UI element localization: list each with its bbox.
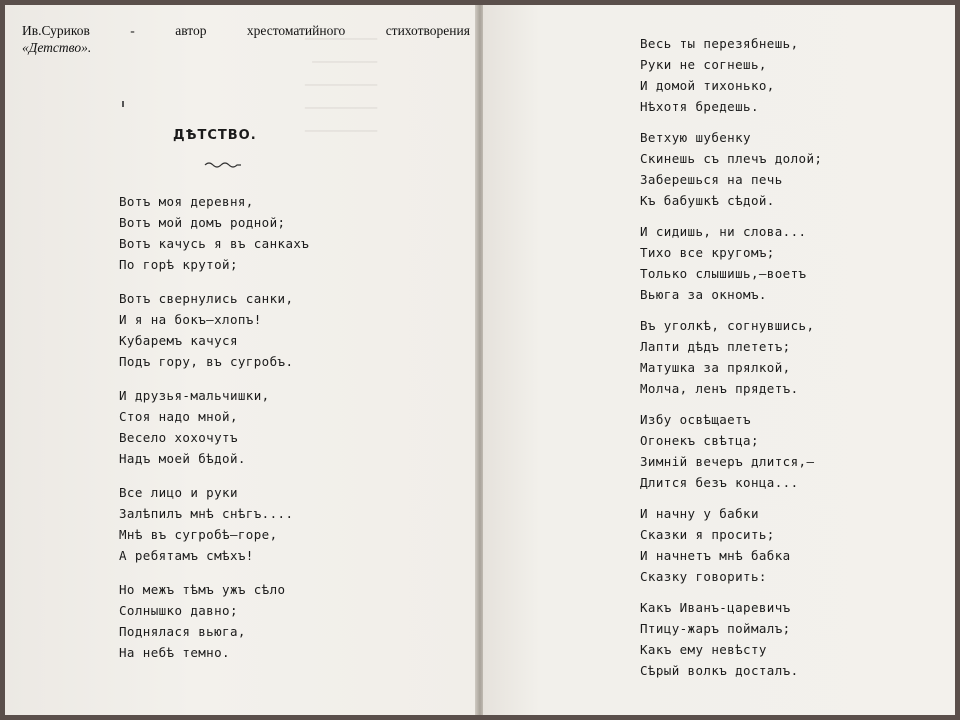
poem-stanza [119, 288, 309, 372]
poem-stanza [640, 503, 822, 587]
poem-stanza [119, 579, 309, 663]
poem-line: Лапти дѣдъ плететъ; [640, 339, 791, 354]
ink-speck [122, 101, 124, 107]
poem-line: Къ бабушкѣ сѣдой. [640, 193, 775, 208]
poem-line: Весело хохочутъ [119, 430, 238, 445]
poem-line: Надъ моей бѣдой. [119, 451, 246, 466]
poem-line: Какъ ему невѣсту [640, 642, 767, 657]
caption-word: - [130, 23, 135, 38]
left-page [5, 5, 477, 715]
poem-line: Какъ Иванъ-царевичъ [640, 600, 791, 615]
poem-line: Избу освѣщаетъ [640, 412, 751, 427]
poem-line: Сѣрый волкъ досталъ. [640, 663, 799, 678]
poem-line: И начнетъ мнѣ бабка [640, 548, 791, 563]
poem-line: Залѣпилъ мнѣ снѣгъ.... [119, 506, 294, 521]
poem-line: Зимній вечеръ длится,— [640, 454, 815, 469]
poem-line: Вьюга за окномъ. [640, 287, 767, 302]
poem-stanza [640, 221, 822, 305]
poem-line: Вотъ мой домъ родной; [119, 215, 286, 230]
poem-line: И сидишь, ни слова... [640, 224, 807, 239]
poem-line: А ребятамъ смѣхъ! [119, 548, 254, 563]
poem-line: Руки не согнешь, [640, 57, 767, 72]
caption-word: хрестоматийного [246, 23, 346, 38]
poem-line: Скинешь съ плечъ долой; [640, 151, 823, 166]
poem-line: Заберешься на печь [640, 172, 783, 187]
slide-caption [22, 22, 470, 56]
caption-line-1 [22, 22, 470, 39]
poem-line: Нѣхотя бредешь. [640, 99, 759, 114]
poem-line: И начну у бабки [640, 506, 759, 521]
poem-right-column [640, 33, 822, 681]
poem-line: Поднялася вьюга, [119, 624, 246, 639]
poem-line: И друзья-мальчишки, [119, 388, 270, 403]
poem-stanza [119, 191, 309, 275]
poem-line: Вотъ свернулись санки, [119, 291, 294, 306]
poem-left-column [119, 191, 309, 663]
caption-word: автор [175, 23, 207, 38]
poem-line: Кубаремъ качуся [119, 333, 238, 348]
poem-line: Сказку говорить: [640, 569, 767, 584]
poem-stanza [640, 315, 822, 399]
poem-line: Стоя надо мной, [119, 409, 238, 424]
poem-line: Весь ты перезябнешь, [640, 36, 799, 51]
poem-line: Молча, ленъ прядетъ. [640, 381, 799, 396]
poem-line: Сказки я просить; [640, 527, 775, 542]
poem-line: Ветхую шубенку [640, 130, 751, 145]
poem-stanza [640, 33, 822, 117]
poem-line: Вотъ моя деревня, [119, 194, 254, 209]
poem-line: Все лицо и руки [119, 485, 238, 500]
poem-line: И я на бокъ—хлопъ! [119, 312, 262, 327]
poem-line: Огонекъ свѣтца; [640, 433, 759, 448]
poem-line: Матушка за прялкой, [640, 360, 791, 375]
poem-line: Вотъ качусь я въ санкахъ [119, 236, 310, 251]
ornament-divider [203, 159, 243, 169]
poem-line: Мнѣ въ сугробѣ—горе, [119, 527, 278, 542]
poem-line: Длится безъ конца... [640, 475, 799, 490]
poem-line: Въ уголкѣ, согнувшись, [640, 318, 815, 333]
poem-line: Солнышко давно; [119, 603, 238, 618]
poem-stanza [640, 127, 822, 211]
poem-title: ДѢТСТВО. [173, 128, 257, 143]
caption-word: Ив.Суриков [22, 23, 90, 38]
book-spread [5, 5, 955, 715]
poem-line: Только слышишь,—воетъ [640, 266, 807, 281]
poem-line: На небѣ темно. [119, 645, 230, 660]
poem-line: Птицу-жаръ поймалъ; [640, 621, 791, 636]
caption-line-2: «Детство». [22, 40, 92, 55]
caption-word: стихотворения [385, 23, 470, 38]
right-page [483, 5, 955, 715]
poem-line: И домой тихонько, [640, 78, 775, 93]
poem-line: Но межъ тѣмъ ужъ сѣло [119, 582, 286, 597]
poem-line: Тихо все кругомъ; [640, 245, 775, 260]
poem-line: По горѣ крутой; [119, 257, 238, 272]
poem-line: Подъ гору, въ сугробъ. [119, 354, 294, 369]
poem-stanza [119, 385, 309, 469]
poem-stanza [119, 482, 309, 566]
poem-stanza [640, 409, 822, 493]
bleed-through-text: ────────── ───────── ────────── ────────── ────────── [305, 32, 378, 138]
poem-stanza [640, 597, 822, 681]
